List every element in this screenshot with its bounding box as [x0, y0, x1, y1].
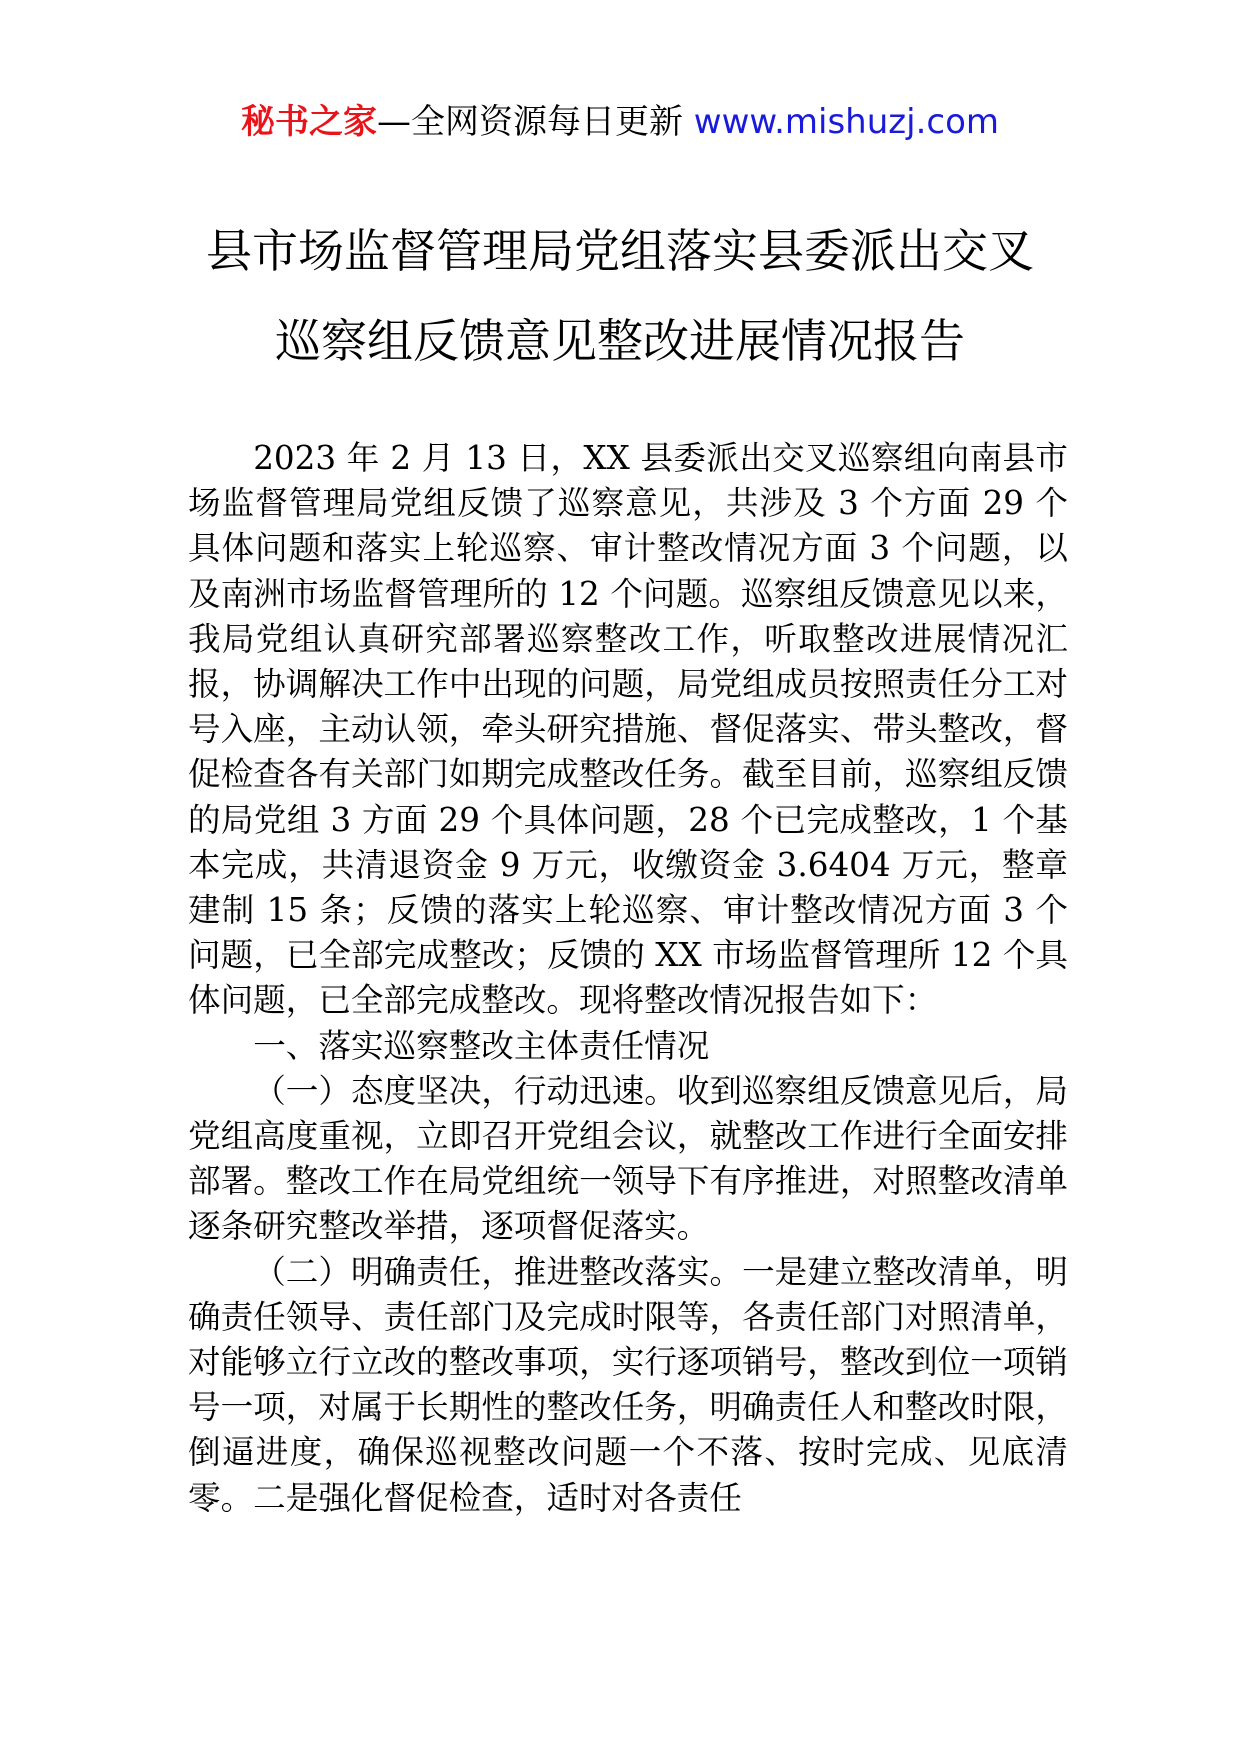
subsection-2-paragraph: （二）明确责任，推进整改落实。一是建立整改清单，明确责任领导、责任部门及完成时限等，各责任部门对照清单，对能够立行立改的整改事项，实行逐项销号，整改到位一项销号一项，对属于长期性的整改任务，明确责任人和整改时限，倒逼进度，确保巡视整改问题一个不落、按时完成、见底清零。二是强化督促检查，适时对各责任	[188, 1252, 1068, 1517]
intro-paragraph: 2023 年 2 月 13 日，XX 县委派出交叉巡察组向南县市场监督管理局党组反馈了巡察意见，共涉及 3 个方面 29 个具体问题和落实上轮巡察、审计整改情况方面 3 个问题，以及南洲市场监督管理所的 12 个问题。巡察组反馈意见以来，我局党组认真研究部署巡察整改工作，听取整改进展情况汇报，协调解决工作中出现的问题，局党组成员按照责任分工对号入座，主动认领，牵头研究措施、督促落实、带头整改，督促检查各有关部门如期完成整改任务。截至目前，巡察组反馈的局党组 3 方面 29 个具体问题，28 个已完成整改，1 个基本完成，共清退资金 9 万元，收缴资金 3.6404 万元，整章建制 15 条；反馈的落实上轮巡察、审计整改情况方面 3 个问题，已全部完成整改；反馈的 XX 市场监督管理所 12 个具体问题，已全部完成整改。现将整改情况报告如下：	[188, 439, 1068, 1020]
subsection-1-paragraph: （一）态度坚决，行动迅速。收到巡察组反馈意见后，局党组高度重视，立即召开党组会议，就整改工作进行全面安排部署。整改工作在局党组统一领导下有序推进，对照整改清单逐条研究整改举措，逐项督促落实。	[188, 1071, 1068, 1246]
title-line-2: 巡察组反馈意见整改进展情况报告	[275, 314, 965, 368]
document-body	[188, 436, 1068, 1521]
site-url-link[interactable]: www.mishuzj.com	[693, 102, 999, 142]
section-heading-1: 一、落实巡察整改主体责任情况	[253, 1026, 710, 1065]
site-header	[0, 98, 1240, 146]
title-line-1: 县市场监督管理局党组落实县委派出交叉	[206, 224, 1034, 278]
document-title	[0, 206, 1240, 386]
site-brand: 秘书之家	[240, 102, 377, 142]
site-tagline: —全网资源每日更新	[376, 102, 694, 142]
